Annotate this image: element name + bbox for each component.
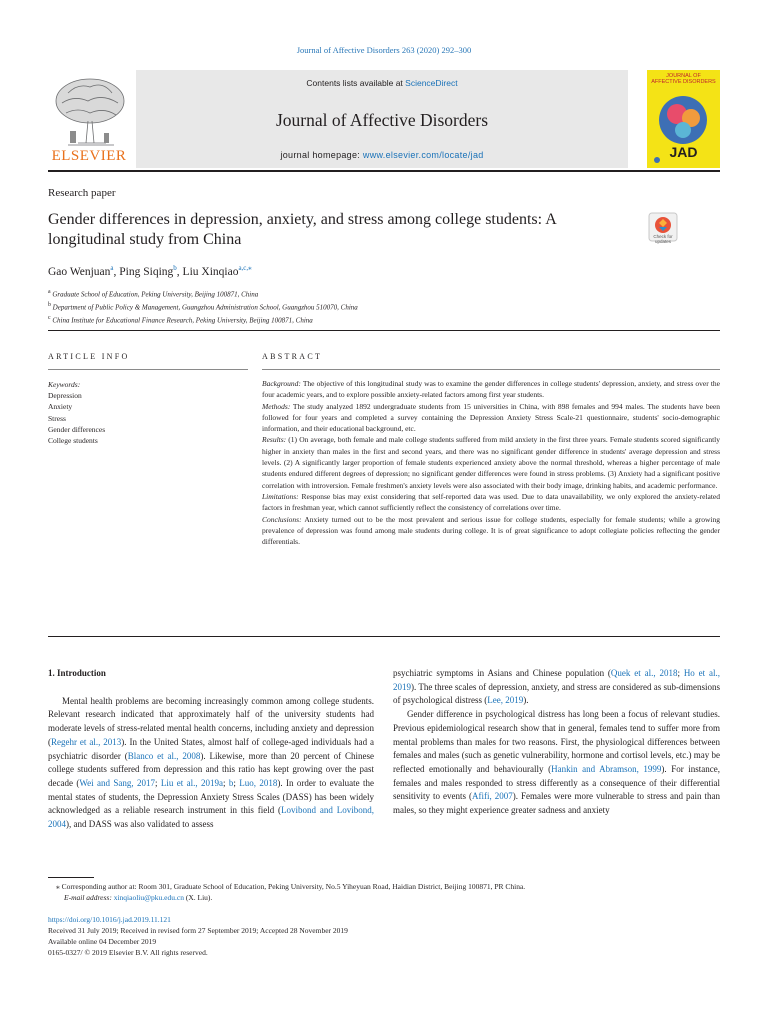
abstract-section-text: The study analyzed 1892 undergraduate students from 15 universities in China, with 898 females and 994 males. The students have been followed for four years and completed a survey containing the Depression Anxiety Stress Scale-21 questionnaire, students' socio-demographic information, and their educational background, etc. [262,401,720,434]
cover-abbrev: JAD [669,144,698,160]
body-left-column [48,667,374,832]
article-type: Research paper [48,187,116,199]
citation-link[interactable]: Afifi, 2007 [472,791,513,802]
masthead [48,70,720,168]
affiliation-line [48,300,358,313]
affiliation-text: Department of Public Policy & Management, Guangzhou Administration School, Guangzhou 510070, China [50,303,358,312]
article-info-label: ARTICLE INFO [48,352,130,361]
affiliation-line [48,313,358,326]
body-text: ; [677,668,684,678]
abstract-section [262,434,720,490]
body-text: ), and DASS was also validated to assess [66,819,214,830]
author-name: Liu Xinqiao [182,265,239,278]
intro-paragraph-2 [393,667,720,708]
abstract-section [262,491,720,514]
keyword-item: Stress [48,413,66,423]
intro-heading: 1. Introduction [48,668,106,678]
abstract-section-text: (1) On average, both female and male college students suffered from mild anxiety in the first three years. Female students scored significantly higher in anxiety than males in the first and second years, and there was no significant gender difference in students' average depression and stress levels. (2) A significantly larger proportion of female students experienced anxiety above the normal threshold, whereas a higher percentage of male students endured different degrees of depression; no significant gender differences were found in stress problems. (3) Anxiety had a significant positive correlation with introversion. Female freshmen's anxiety levels were also associated with their body image, drinking habits, and academic performance. [262,435,720,490]
abstract-section [262,401,720,435]
citation-link[interactable]: Lovibond and Lovibond, 2004 [48,805,374,830]
body-text: ). [523,695,529,706]
citation-link[interactable]: Quek et al., 2018 [610,668,678,678]
keyword-item: Gender differences [48,424,106,434]
affiliation-line [48,287,358,300]
abstract-section-label: Limitations: [262,491,299,501]
abstract-section [262,514,720,548]
citation-link[interactable]: b [228,777,234,788]
abstract-rule [262,369,720,370]
keyword-item: Anxiety [48,402,73,412]
contents-prefix: Contents lists available at [306,78,406,88]
abstract-section-label: Results: [262,435,287,445]
affiliation-text: China Institute for Educational Finance Research, Peking University, Beijing 100871, China [50,315,313,324]
header-rule [48,330,720,331]
body-text: Gender difference in psychological distress has long been a focus of relevant studies. Previous epidemiological research show that in general, females tend to suffer more from mental problems than males for two reasons. First, the physiological differences between females and males (such as genetic vulnerability, hormone and cortisol levels, etc.) may be reflected emotionally and behaviourally ( [393,709,720,774]
available-online: Available online 04 December 2019 [48,937,157,946]
abstract-text [262,378,720,547]
body-text: ; [223,777,229,788]
intro-paragraph-3 [393,708,720,818]
author-name: Gao Wenjuan [48,265,111,278]
email-link[interactable]: xinqiaoliu@pku.edu.cn [113,893,184,902]
citation-link[interactable]: Liu et al., 2019a [160,777,223,788]
citation-link[interactable]: Blanco et al., 2008 [127,750,201,761]
masthead-rule [48,170,720,172]
citation-link[interactable]: Regehr et al., 2013 [51,736,122,747]
author-affiliation-mark[interactable]: b [173,264,177,272]
affiliation-mark: a [48,289,51,295]
affiliation-text: Graduate School of Education, Peking University, Beijing 100871, China [50,290,259,299]
keyword-item: College students [48,436,98,446]
abstract-label: ABSTRACT [262,352,323,361]
body-text: ). In order to evaluate the mental states of students, the Depression Anxiety Stress Scales (DASS) has been widely acknowledged as a reliable research instrument in this field ( [48,777,374,816]
citation-link[interactable]: Lee, 2019 [487,695,524,706]
intro-paragraph-1 [48,695,374,832]
doi-link[interactable]: https://doi.org/10.1016/j.jad.2019.11.121 [48,915,171,924]
corresponding-author: ⁎ Corresponding author at: Room 301, Graduate School of Education, Peking University, No.5 Yiheyuan Road, Haidian District, Beijing 100871, PR China. [56,882,526,891]
sciencedirect-link[interactable]: ScienceDirect [405,78,458,88]
email-suffix: (X. Liu). [185,893,213,902]
elsevier-wordmark: ELSEVIER [51,148,127,164]
body-text: ; [155,777,161,788]
author-affiliation-mark[interactable]: a,c,⁎ [238,264,252,272]
homepage-link[interactable]: www.elsevier.com/locate/jad [362,150,484,160]
homepage-prefix: journal homepage: [280,150,363,160]
keywords-block [48,379,105,446]
abstract-section [262,378,720,401]
crossmark-label: Check for updates [653,234,673,244]
affiliation-mark: c [48,314,51,321]
citation-link[interactable]: Hankin and Abramson, 1999 [551,763,662,774]
footnote-rule [48,877,94,878]
body-right-column [393,667,720,818]
citation-link[interactable]: Ho et al., 2019 [393,668,720,692]
contents-line [136,78,628,88]
abstract-section-label: Methods: [262,401,291,411]
affiliations [48,287,358,325]
abstract-section-text: Response bias may exist considering that self-reported data was used. Due to data unavailability, we only explored the anxiety-related factors in freshman year, which cannot sufficiently reflect the consistency of correlations over time. [262,491,720,513]
abstract-bottom-rule [48,636,720,637]
author-affiliation-mark[interactable]: a [110,264,114,272]
copyright: 0165-0327/ © 2019 Elsevier B.V. All rights reserved. [48,948,208,957]
front-matter [48,914,720,958]
journal-title: Journal of Affective Disorders [275,110,489,130]
body-text: ). The three scales of depression, anxiety, and stress are considered as sub-dimensions of psychological distress ( [393,681,720,706]
keywords-label: Keywords: [48,380,81,389]
affiliation-mark: b [48,301,51,308]
abstract-section-text: Anxiety turned out to be the most prevalent and serious issue for college students, especially for female students; while a growing prevalence of depression was found among male students during college. It is of great significance to adopt collegiate policies reflecting the gender differentials. [262,514,720,547]
body-text: ). Likewise, more than 20 percent of Chinese college students suffered from depression and this ratio has kept growing over the past decade ( [48,750,375,788]
corresponding-footnote [56,881,720,903]
citation-link[interactable]: Wei and Sang, 2017 [79,777,155,788]
info-rule [48,369,248,370]
body-text: psychiatric symptoms in Asians and Chinese population ( [393,668,611,678]
keywords-list [48,390,105,446]
body-text: ; [233,777,240,788]
article-title: Gender differences in depression, anxiety, and stress among college students: A longitudinal study from China [48,211,556,248]
author-name: Ping Siqing [119,265,174,278]
author-list: Gao Wenjuan$^a$, Ping Siqing$^b$, Liu Xinqiao$^{a,c,⁎}$ [48,264,252,278]
email-label: E-mail address: [64,893,112,902]
journal-citation[interactable]: Journal of Affective Disorders 263 (2020) 292–300 [296,45,472,55]
journal-banner [136,70,628,168]
crossmark-badge[interactable] [648,212,678,252]
keyword-item: Depression [48,391,82,401]
abstract-section-label: Conclusions: [262,514,302,524]
body-text: ). Females were more vulnerable to stress and pain than males, so they might experience greater sadness and anxiety [393,791,720,816]
abstract-section-label: Background: [262,379,301,388]
citation-link[interactable]: Luo, 2018 [239,777,278,788]
journal-cover[interactable] [647,70,720,168]
email-line [56,892,720,903]
homepage-line [136,150,628,160]
body-text: ). For instance, females and males responded to stress differently as a consequence of their differential sensitivity to events ( [393,763,720,802]
body-text: ). In the United States, almost half of college-aged individuals had a psychiatric disorder ( [48,736,375,761]
cover-title: JOURNAL OF AFFECTIVE DISORDERS [651,73,716,85]
abstract-section-text: The objective of this longitudinal study was to examine the gender differences in college students' depression, anxiety, and stress over the four academic years, and to explore possible anxiety-related factors among first year students. [262,379,720,400]
received-dates: Received 31 July 2019; Received in revised form 27 September 2019; Accepted 28 November 2019 [48,926,348,935]
body-text: Mental health problems are becoming increasingly common among college students. Relevant research indicated that approximately half of the university students had moderate levels of stress-related mental health concerns, including anxiety and depression ( [48,695,374,747]
